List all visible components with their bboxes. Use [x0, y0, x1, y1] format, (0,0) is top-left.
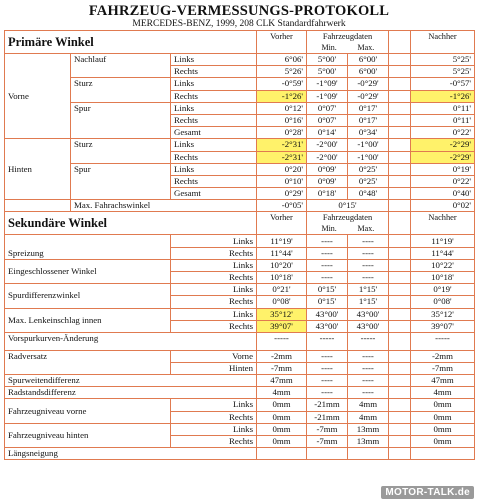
table-row: Max. Fahrachswinkel -0°05' 0°15' 0°02'	[5, 200, 475, 212]
highlighted-value: -2°31'	[257, 151, 307, 163]
highlighted-value: -2°29'	[411, 139, 475, 151]
table-row: Gesamt 0°29' 0°18' 0°48' 0°40'	[5, 188, 475, 200]
table-row: Rechts 0°08' 0°15' 1°15' 0°08'	[5, 296, 475, 308]
table-row: Eingeschlossener Winkel Links 10°20' ---- ---- 10°22'	[5, 259, 475, 271]
table-row: Rechts 0°10' 0°09' 0°25' 0°22'	[5, 175, 475, 187]
vehicle-subtitle: MERCEDES-BENZ, 1999, 208 CLK Standardfahrwerk	[132, 19, 346, 29]
table-row: Spreizung Links 11°19' ---- ---- 11°19'	[5, 235, 475, 247]
table-row: Spur Links 0°12' 0°07' 0°17' 0°11'	[5, 102, 475, 114]
col-fahrzeugdaten: Fahrzeugdaten Min. Max.	[307, 31, 389, 54]
table-row: Rechts 0mm -7mm 13mm 0mm	[5, 435, 475, 447]
table-row: Rechts 11°44' ---- ---- 11°44'	[5, 247, 475, 259]
highlighted-value: -1°26'	[411, 90, 475, 102]
col-vorher: Vorher	[257, 31, 307, 54]
primary-header-row	[5, 31, 475, 54]
table-row: Rechts 39°07' 43°00' 43°00' 39°07'	[5, 320, 475, 332]
measurement-table	[4, 30, 475, 460]
secondary-section-title: Sekundäre Winkel	[5, 212, 257, 235]
primary-section-title: Primäre Winkel	[5, 31, 257, 54]
table-row: Rechts 0°16' 0°07' 0°17' 0°11'	[5, 114, 475, 126]
table-row: Spur Links 0°20' 0°09' 0°25' 0°19'	[5, 163, 475, 175]
table-row: Rechts -2°31' -2°00' -1°00' -2°29'	[5, 151, 475, 163]
table-row: Spurweitendifferenz 47mm ---- ---- 47mm	[5, 375, 475, 387]
table-row: Fahrzeugniveau vorne Links 0mm -21mm 4mm 0mm	[5, 399, 475, 411]
table-row: Sturz Links -0°59' -1°09' -0°29' -0°57'	[5, 78, 475, 90]
table-row: Gesamt 0°28' 0°14' 0°34' 0°22'	[5, 127, 475, 139]
group-vorne: Vorne	[5, 54, 71, 139]
secondary-header-row: Sekundäre Winkel Vorher Fahrzeugdaten Min. Max. Nachher	[5, 212, 475, 235]
table-row: Radstandsdifferenz 4mm ---- ---- 4mm	[5, 387, 475, 399]
table-row: Rechts 0mm -21mm 4mm 0mm	[5, 411, 475, 423]
table-row: Rechts 10°18' ---- ---- 10°18'	[5, 272, 475, 284]
table-row: Radversatz Vorne -2mm ---- ---- -2mm	[5, 350, 475, 362]
table-row: Längsneigung	[5, 448, 475, 460]
table-row: Vorspurkurven-Änderung ----- ----- ----- -----	[5, 332, 475, 350]
highlighted-value: 39°07'	[257, 320, 307, 332]
table-row: Vorne Nachlauf Links 6°06' 5°00' 6°00' 5°25'	[5, 54, 475, 66]
table-row: Rechts -1°26' -1°09' -0°29' -1°26'	[5, 90, 475, 102]
watermark-logo: MOTOR-TALK.de	[381, 486, 474, 499]
table-row: Rechts 5°26' 5°00' 6°00' 5°25'	[5, 66, 475, 78]
highlighted-value: -1°26'	[257, 90, 307, 102]
col-nachher: Nachher	[411, 31, 475, 54]
highlighted-value: 35°12'	[257, 308, 307, 320]
table-row: Hinten Sturz Links -2°31' -2°00' -1°00' -2°29'	[5, 139, 475, 151]
table-row: Hinten -7mm ---- ---- -7mm	[5, 363, 475, 375]
highlighted-value: -2°31'	[257, 139, 307, 151]
group-hinten: Hinten	[5, 139, 71, 200]
highlighted-value: -2°29'	[411, 151, 475, 163]
table-row: Fahrzeugniveau hinten Links 0mm -7mm 13mm 0mm	[5, 423, 475, 435]
table-row: Max. Lenkeinschlag innen Links 35°12' 43°00' 43°00' 35°12'	[5, 308, 475, 320]
table-row: Spurdifferenzwinkel Links 0°21' 0°15' 1°15' 0°19'	[5, 284, 475, 296]
protocol-title: FAHRZEUG-VERMESSUNGS-PROTOKOLL	[88, 3, 390, 19]
